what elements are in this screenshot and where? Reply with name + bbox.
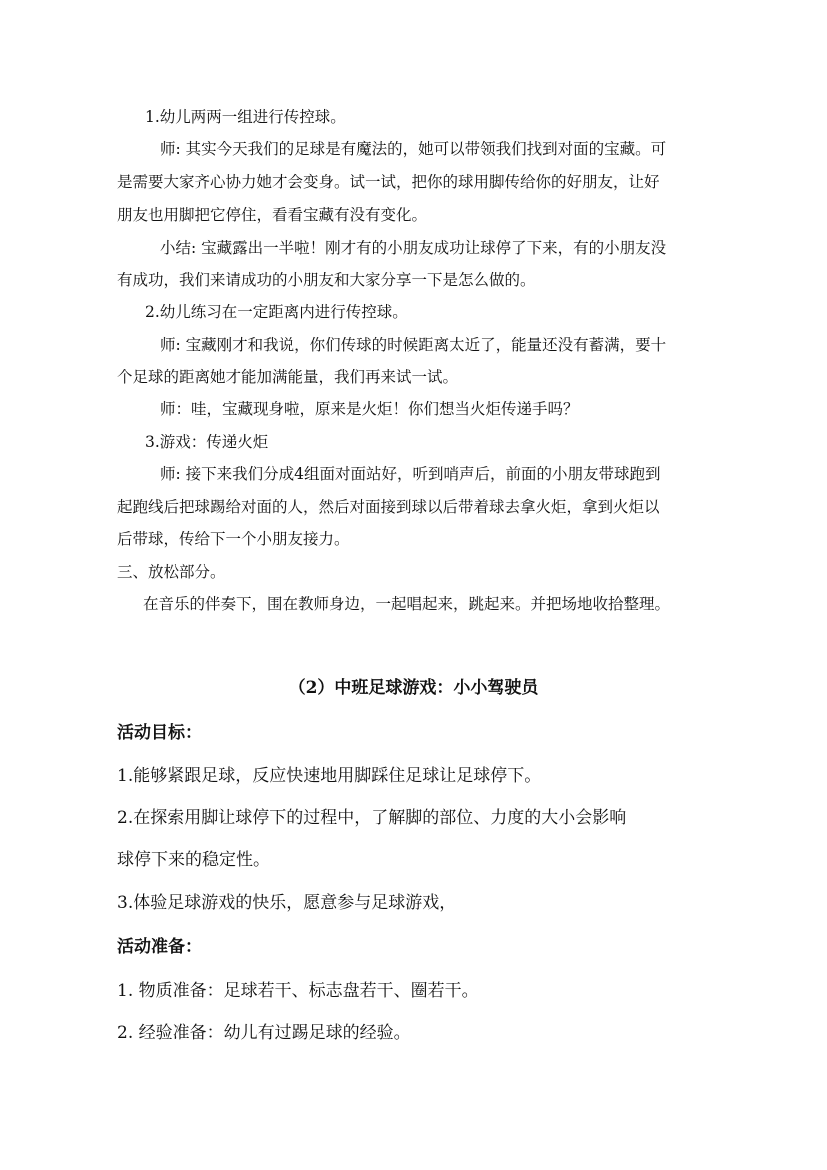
paragraph-line: 有成功，我们来请成功的小朋友和大家分享一下是怎么做的。 [117,271,536,289]
paragraph-line: 个足球的距离她才能加满能量，我们再来试一试。 [117,368,459,386]
paragraph-line: 小结: 宝藏露出一半啦！刚才有的小朋友成功让球停了下来，有的小朋友没 [160,239,667,257]
paragraph-line: 在音乐的伴奏下，围在教师身边，一起唱起来，跳起来。并把场地收拾整理。 [143,595,671,613]
paragraph-line: 师: 宝藏刚才和我说，你们传球的时候距离太近了，能量还没有蓄满，要十 [160,336,667,354]
step-3-heading: 3.游戏：传递火炬 [145,433,269,451]
paragraph-line: 师: 其实今天我们的足球是有魔法的，她可以带领我们找到对面的宝藏。可 [160,140,667,158]
paragraph-line: 起跑线后把球踢给对面的人，然后对面接到球以后带着球去拿火炬，拿到火炬以 [117,498,660,516]
paragraph-line: 朋友也用脚把它停住，看看宝藏有没有变化。 [117,206,428,224]
step-1-heading: 1.幼儿两两一组进行传控球。 [145,108,346,126]
prep-heading: 活动准备： [117,937,202,957]
prep-item: 1. 物质准备：足球若干、标志盘若干、圈若干。 [117,981,479,1001]
paragraph-line: 师: 接下来我们分成4组面对面站好，听到哨声后，前面的小朋友带球跑到 [160,465,661,483]
section-title: （2）中班足球游戏：小小驾驶员 [288,678,539,698]
paragraph-line: 后带球，传给下一个小朋友接力。 [117,530,350,548]
goal-item: 球停下来的稳定性。 [117,850,270,870]
step-2-heading: 2.幼儿练习在一定距离内进行传控球。 [145,303,408,321]
goal-item: 2.在探索用脚让球停下的过程中，了解脚的部位、力度的大小会影响 [117,808,627,828]
paragraph-line: 师：哇，宝藏现身啦，原来是火炬！你们想当火炬传递手吗？ [160,400,579,418]
paragraph-line: 是需要大家齐心协力她才会变身。试一试，把你的球用脚传给你的好朋友，让好 [117,173,660,191]
section-heading: 三、放松部分。 [117,563,226,581]
goals-heading: 活动目标： [117,723,202,743]
goal-item: 3.体验足球游戏的快乐，愿意参与足球游戏， [117,893,457,913]
prep-item: 2. 经验准备：幼儿有过踢足球的经验。 [117,1023,411,1043]
goal-item: 1.能够紧跟足球，反应快速地用脚踩住足球让足球停下。 [117,766,542,786]
